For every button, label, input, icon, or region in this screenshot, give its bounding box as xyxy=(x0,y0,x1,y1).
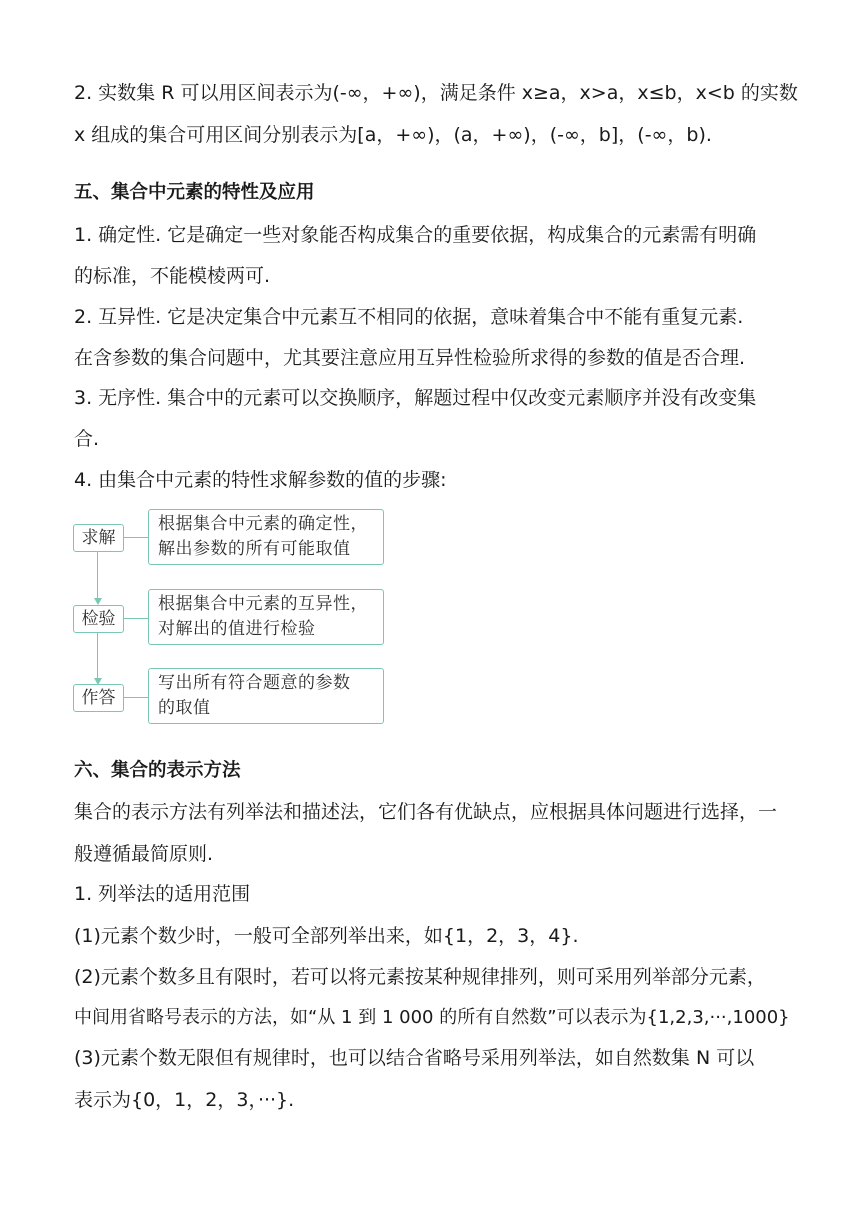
flow-desc-solve-line-1: 根据集合中元素的确定性， xyxy=(158,514,368,534)
flow-step-solve: 求解 xyxy=(73,524,124,552)
flow-desc-solve-line-2: 解出参数的所有可能取值 xyxy=(158,539,351,559)
flow-desc-verify xyxy=(148,589,384,645)
flow-link-1 xyxy=(124,537,148,538)
s5-item-1-line-2: 的标准，不能模棱两可. xyxy=(74,265,271,287)
flow-desc-verify-line-1: 根据集合中元素的互异性， xyxy=(158,594,368,614)
flow-desc-verify-line-2: 对解出的值进行检验 xyxy=(158,619,316,639)
s6-intro-line-2: 般遵循最简原则. xyxy=(74,843,214,865)
flow-desc-solve xyxy=(148,509,384,565)
paragraph-2-line-2: x 组成的集合可用区间分别表示为[a，+∞)，(a，+∞)，(-∞，b]，(-∞，b). xyxy=(74,124,712,146)
s6-sub-2-line-2: 中间用省略号表示的方法，如“从 1 到 1 000 的所有自然数”可以表示为{1,2,3,···,1000} xyxy=(74,1007,790,1028)
s5-item-2-line-2: 在含参数的集合问题中，尤其要注意应用互异性检验所求得的参数的值是否合理. xyxy=(74,347,746,369)
s6-sub-2-line-1: (2)元素个数多且有限时，若可以将元素按某种规律排列，则可采用列举部分元素， xyxy=(74,966,766,988)
flow-step-verify: 检验 xyxy=(73,605,124,633)
s6-sub-1: (1)元素个数少时，一般可全部列举出来，如{1，2，3，4}. xyxy=(74,925,579,947)
flow-desc-answer-line-1: 写出所有符合题意的参数 xyxy=(158,673,351,693)
s6-item-1-title: 1. 列举法的适用范围 xyxy=(74,883,251,905)
section-6-heading: 六、集合的表示方法 xyxy=(74,760,241,781)
flow-step-answer: 作答 xyxy=(73,684,124,712)
s5-item-4: 4. 由集合中元素的特性求解参数的值的步骤: xyxy=(74,469,447,491)
flow-link-3 xyxy=(124,697,148,698)
flow-desc-answer-line-2: 的取值 xyxy=(158,698,211,718)
flow-arrow-1-2 xyxy=(94,598,102,605)
s5-item-3-line-1: 3. 无序性. 集合中的元素可以交换顺序，解题过程中仅改变元素顺序并没有改变集 xyxy=(74,387,757,409)
s6-intro-line-1: 集合的表示方法有列举法和描述法，它们各有优缺点，应根据具体问题进行选择，一 xyxy=(74,801,778,823)
flow-connector-1-2 xyxy=(97,551,98,599)
paragraph-2-line-1: 2. 实数集 R 可以用区间表示为(-∞，+∞)，满足条件 x≥a，x>a，x≤b，x<b 的实数 xyxy=(74,82,798,104)
s5-item-3-line-2: 合. xyxy=(74,428,100,450)
section-5-heading: 五、集合中元素的特性及应用 xyxy=(74,182,315,203)
flow-link-2 xyxy=(124,618,148,619)
s6-sub-3-line-2: 表示为{0，1，2，3，···}. xyxy=(74,1089,295,1111)
s5-item-1-line-1: 1. 确定性. 它是确定一些对象能否构成集合的重要依据，构成集合的元素需有明确 xyxy=(74,224,757,246)
s5-item-2-line-1: 2. 互异性. 它是决定集合中元素互不相同的依据，意味着集合中不能有重复元素. xyxy=(74,306,744,328)
s6-sub-3-line-1: (3)元素个数无限但有规律时，也可以结合省略号采用列举法，如自然数集 N 可以 xyxy=(74,1047,755,1069)
flow-connector-2-3 xyxy=(97,631,98,679)
flow-desc-answer xyxy=(148,668,384,724)
